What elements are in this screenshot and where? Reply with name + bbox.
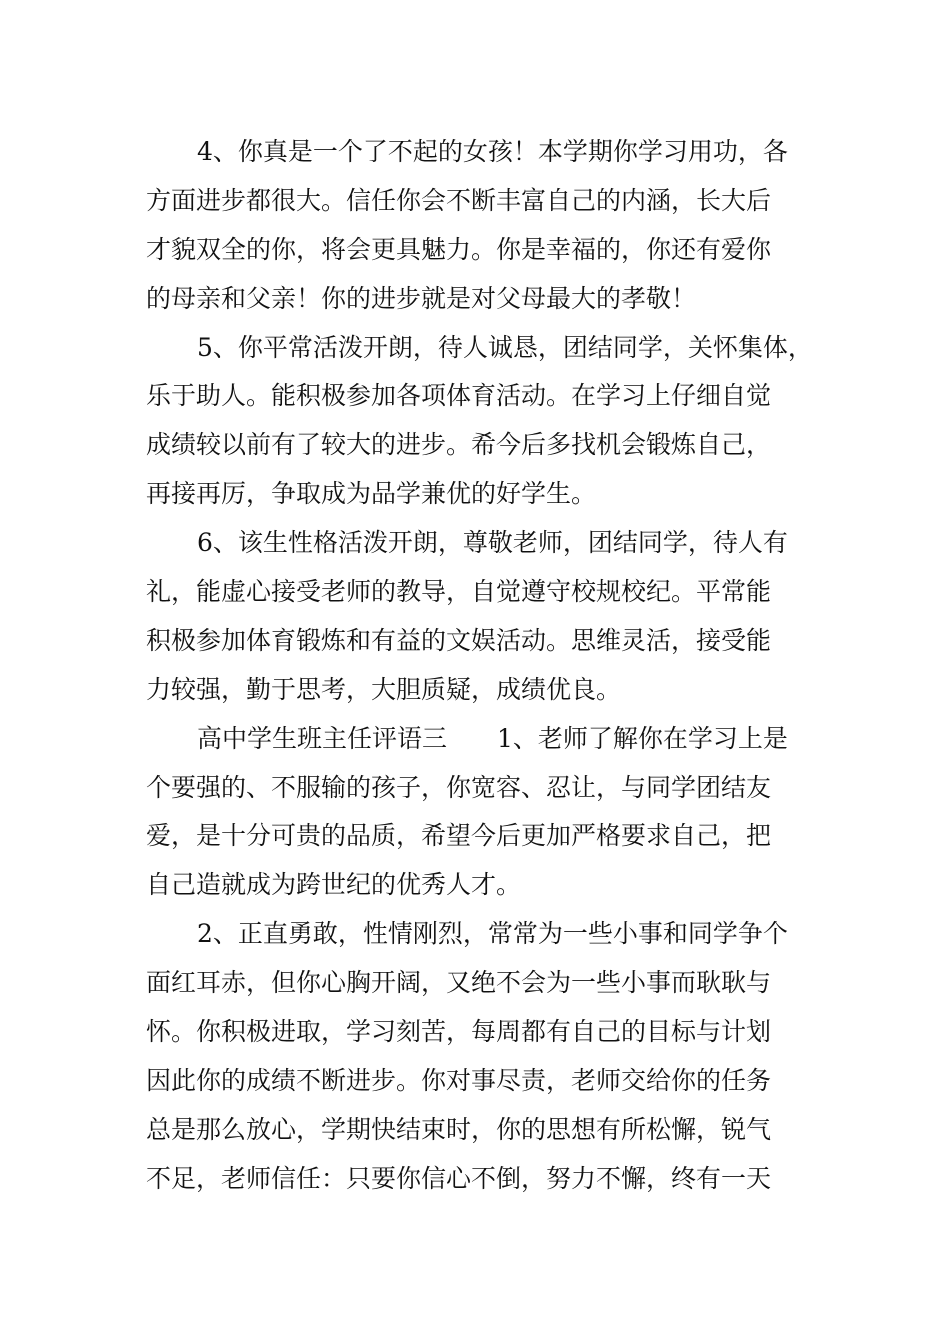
text-line: 礼，能虚心接受老师的教导，自觉遵守校规校纪。平常能	[146, 577, 772, 607]
text-line: 再接再厉，争取成为品学兼优的好学生。	[146, 479, 597, 509]
text-line: 个要强的、不服输的孩子，你宽容、忍让，与同学团结友	[146, 772, 772, 802]
text-line: 方面进步都很大。信任你会不断丰富自己的内涵，长大后	[146, 185, 772, 215]
text-line: 面红耳赤，但你心胸开阔，又绝不会为一些小事而耿耿与	[146, 968, 772, 998]
document-body	[146, 128, 814, 1204]
text-line: 怀。你积极进取，学习刻苦，每周都有自己的目标与计划	[146, 1017, 772, 1047]
text-line: 自己造就成为跨世纪的优秀人才。	[146, 870, 522, 900]
text-line: 爱，是十分可贵的品质，希望今后更加严格要求自己，把	[146, 821, 772, 851]
text-line: 5、你平常活泼开朗，待人诚恳，团结同学，关怀集体，	[197, 332, 813, 362]
text-line: 高中学生班主任评语三 1、老师了解你在学习上是	[197, 723, 788, 753]
text-line: 6、该生性格活泼开朗，尊敬老师，团结同学，待人有	[197, 528, 788, 558]
text-line: 积极参加体育锻炼和有益的文娱活动。思维灵活，接受能	[146, 625, 772, 655]
text-line: 因此你的成绩不断进步。你对事尽责，老师交给你的任务	[146, 1065, 772, 1095]
text-line: 2、正直勇敢，性情刚烈，常常为一些小事和同学争个	[197, 919, 788, 949]
text-line: 总是那么放心，学期快结束时，你的思想有所松懈，锐气	[146, 1114, 772, 1144]
text-line: 的母亲和父亲！你的进步就是对父母最大的孝敬！	[146, 283, 697, 313]
text-line: 4、你真是一个了不起的女孩！本学期你学习用功，各	[197, 137, 788, 166]
text-line: 才貌双全的你，将会更具魅力。你是幸福的，你还有爱你	[146, 234, 772, 264]
text-line: 乐于助人。能积极参加各项体育活动。在学习上仔细自觉	[146, 381, 772, 411]
text-line: 力较强，勤于思考，大胆质疑，成绩优良。	[146, 674, 622, 704]
text-line: 不足，老师信任：只要你信心不倒，努力不懈，终有一天	[146, 1163, 772, 1193]
text-line: 成绩较以前有了较大的进步。希今后多找机会锻炼自己，	[146, 430, 772, 460]
